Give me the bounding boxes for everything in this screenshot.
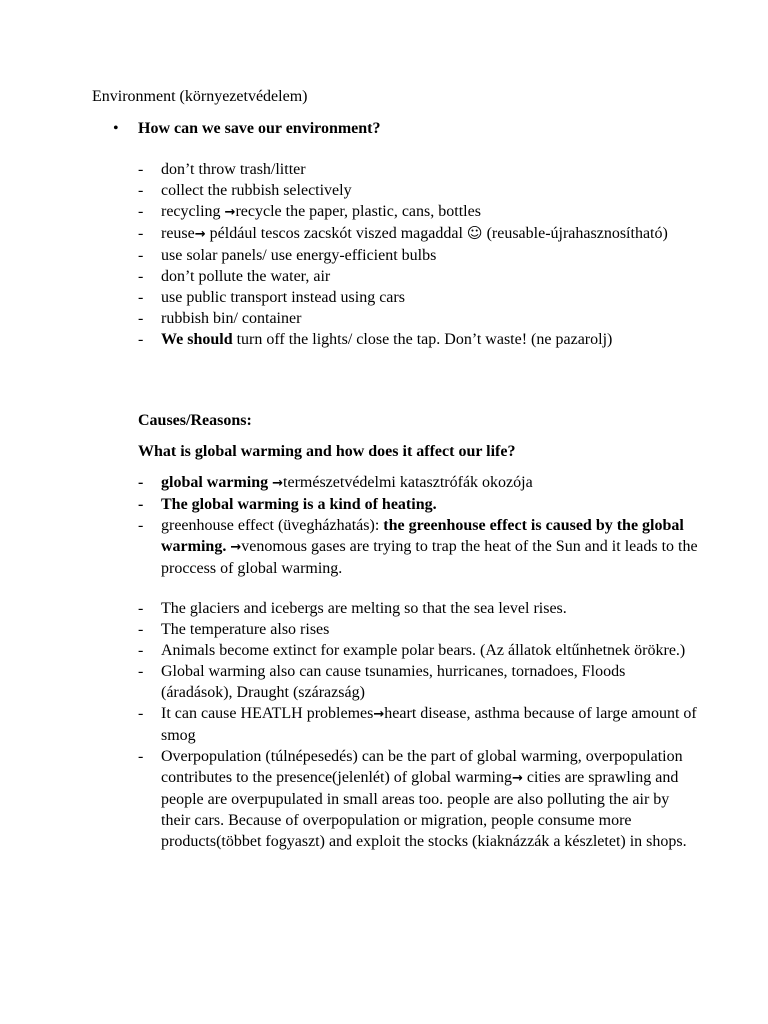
list-item — [138, 746, 698, 852]
list-item-text: Overpopulation (túlnépesedés) can be the part of global warming, overpopulation contributes to the presence(jelenlét) of global warming — [161, 748, 683, 786]
list-item — [138, 329, 698, 350]
dash-marker: - — [138, 748, 144, 765]
arrow-right-icon: → — [230, 540, 242, 555]
list-item — [138, 515, 698, 579]
list-item — [138, 703, 698, 746]
list-item-bold-text: We should — [161, 331, 233, 348]
list-item-text: heart disease, asthma because of large amount of smog — [161, 705, 697, 744]
dash-marker: - — [138, 705, 144, 722]
list-item-text: greenhouse effect (üvegházhatás): — [161, 517, 384, 534]
dash-marker: - — [138, 268, 144, 285]
arrow-right-icon: → — [272, 476, 284, 491]
list-item-bold-text: the greenhouse effect is caused by the global warming. — [161, 517, 684, 555]
global-warming-list — [138, 472, 698, 579]
list-item-text: don’t pollute the water, air — [161, 268, 331, 285]
list-item-text: Animals become extinct for example polar bears. (Az állatok eltűnhetnek örökre.) — [161, 642, 686, 659]
arrow-right-icon: → — [224, 205, 236, 220]
dash-marker: - — [138, 621, 144, 638]
list-item — [138, 287, 698, 308]
list-item-text: recycle the paper, plastic, cans, bottles — [235, 203, 481, 220]
list-item-text: collect the rubbish selectively — [161, 182, 352, 199]
list-item-bold-text: global warming — [161, 474, 269, 491]
list-item — [138, 619, 698, 640]
bullet-icon: • — [113, 120, 119, 137]
list-item-text: don’t throw trash/litter — [161, 161, 306, 178]
list-item-text: Global warming also can cause tsunamies, hurricanes, tornadoes, Floods (áradások), Draught (szárazság) — [161, 663, 626, 701]
effects-list — [138, 598, 698, 852]
list-item-text: természetvédelmi katasztrófák okozója — [283, 474, 533, 491]
list-item — [138, 494, 698, 515]
bullet-question-text: How can we save our environment? — [138, 120, 381, 137]
list-item-text: például tescos zacskót viszed magaddal — [205, 225, 467, 242]
list-item-text: The glaciers and icebergs are melting so that the sea level rises. — [161, 600, 567, 617]
arrow-right-icon: → — [194, 227, 206, 242]
save-environment-list — [138, 159, 698, 350]
dash-marker: - — [138, 161, 144, 178]
dash-marker: - — [138, 474, 144, 491]
dash-marker: - — [138, 247, 144, 264]
list-item-text: The temperature also rises — [161, 621, 330, 638]
dash-marker: - — [138, 310, 144, 327]
list-item-text: recycling — [161, 203, 225, 220]
list-item — [138, 640, 698, 661]
list-item-text: It can cause HEATLH problemes — [161, 705, 374, 722]
list-item — [138, 223, 698, 245]
arrow-right-icon: → — [373, 707, 385, 722]
causes-heading: Causes/Reasons: — [138, 412, 252, 429]
list-item — [138, 266, 698, 287]
dash-marker: - — [138, 289, 144, 306]
list-item-bold-text: The global warming is a kind of heating. — [161, 496, 437, 513]
list-item — [138, 159, 698, 180]
list-item-text: turn off the lights/ close the tap. Don’t waste! (ne pazarolj) — [232, 331, 613, 348]
dash-marker: - — [138, 642, 144, 659]
arrow-right-icon: → — [511, 771, 523, 786]
list-item-text: reuse — [161, 225, 195, 242]
list-item-text: use solar panels/ use energy-efficient bulbs — [161, 247, 437, 264]
list-item — [138, 308, 698, 329]
list-item-text: cities are sprawling and people are overpupulated in small areas too. people are also polluting the air by their cars. Because of overpopulation or migration, people consume more products(többet fogyaszt) and exploit the stocks (kiaknázzák a készletet) in shops. — [161, 769, 687, 850]
list-item — [138, 245, 698, 266]
list-item-text: (reusable-újrahasznosítható) — [482, 225, 668, 242]
dash-marker: - — [138, 663, 144, 680]
list-item-text: venomous gases are trying to trap the heat of the Sun and it leads to the proccess of global warming. — [161, 538, 698, 577]
dash-marker: - — [138, 496, 144, 513]
list-item — [138, 472, 698, 494]
document-title: Environment (környezetvédelem) — [92, 88, 308, 105]
list-item — [138, 598, 698, 619]
list-item-text: use public transport instead using cars — [161, 289, 405, 306]
warming-question-heading: What is global warming and how does it affect our life? — [138, 443, 516, 460]
dash-marker: - — [138, 203, 144, 220]
dash-marker: - — [138, 225, 144, 242]
dash-marker: - — [138, 182, 144, 199]
list-item-text: rubbish bin/ container — [161, 310, 302, 327]
list-item — [138, 180, 698, 201]
list-item — [138, 661, 698, 703]
dash-marker: - — [138, 331, 144, 348]
dash-marker: - — [138, 600, 144, 617]
smiley-icon: ☺ — [466, 224, 483, 242]
list-item — [138, 201, 698, 223]
dash-marker: - — [138, 517, 144, 534]
